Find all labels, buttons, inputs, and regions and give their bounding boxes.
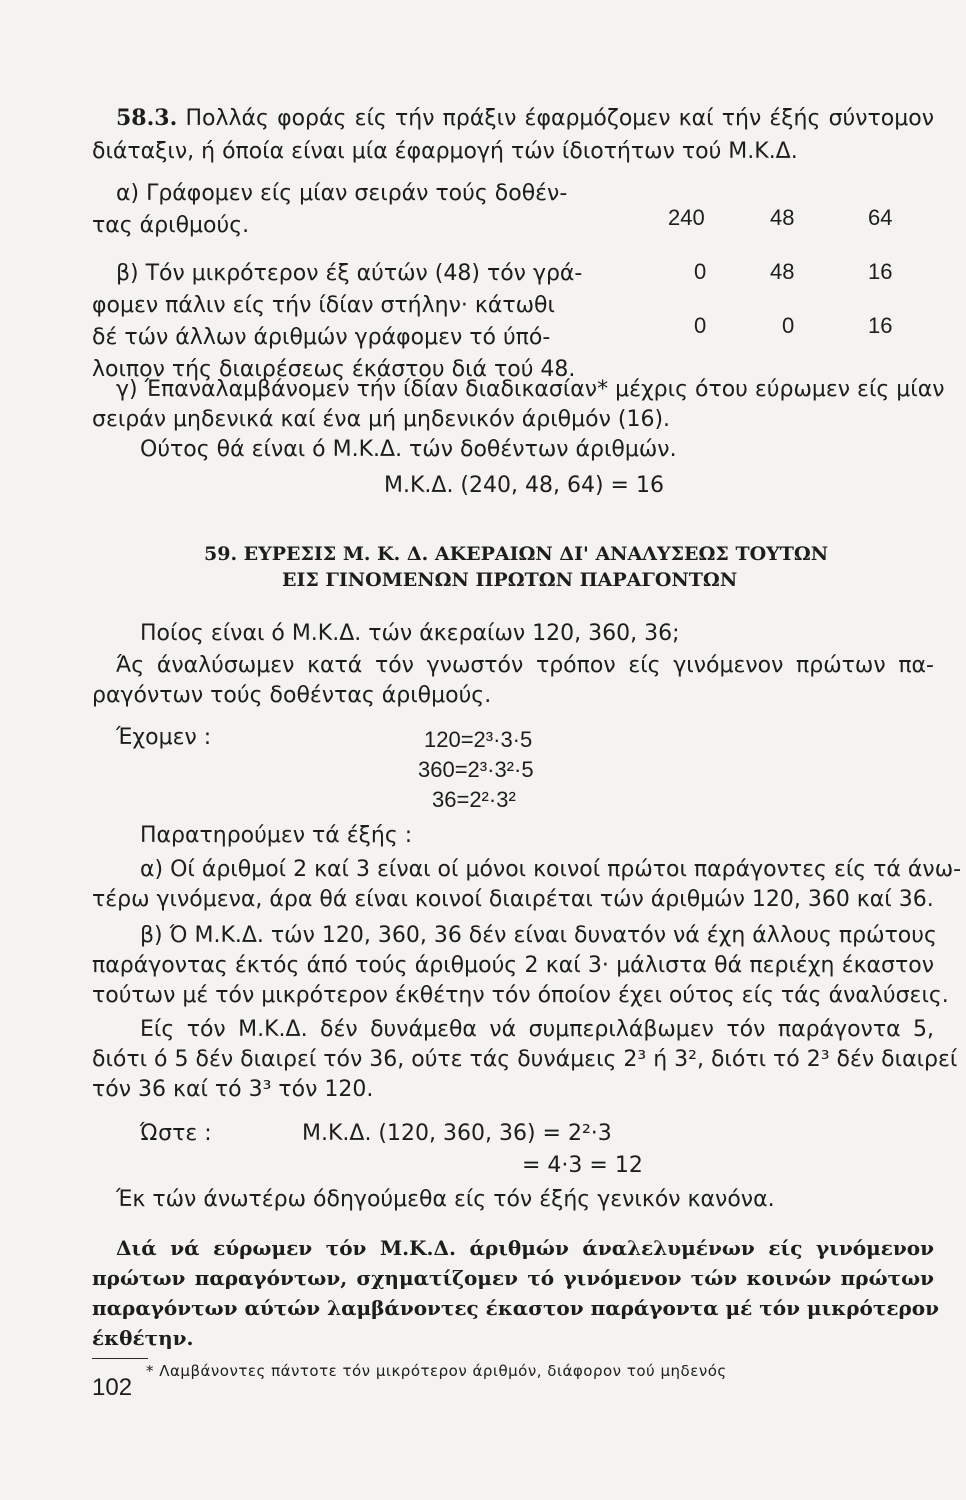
step-b-line-4: λοιπον τής διαιρέσεως έκάστου διά τού 48.	[92, 357, 576, 382]
result-gcd-line-2: = 4·3 = 12	[522, 1153, 643, 1178]
page-number: 102	[92, 1374, 133, 1401]
table-cell: 0	[694, 313, 707, 338]
step-c-line-1: γ) Έπαναλαμβάνομεν τήν ίδίαν διαδικασίαν* μέχρις ότου εύρωμεν είς μίαν	[116, 377, 945, 402]
section-59-heading-line-2: ΕΙΣ ΓΙΝΟΜΕΝΩΝ ΠΡΩΤΩΝ ΠΑΡΑΓΟΝΤΩΝ	[282, 569, 738, 591]
question-line: Ποίος είναι ό Μ.Κ.Δ. τών άκεραίων 120, 360, 36;	[140, 621, 680, 646]
section-number: 58.3.	[116, 105, 178, 131]
table-cell: 48	[770, 259, 795, 284]
step-b-line-3: δέ τών άλλων άριθμών γράφομεν τό ύπό-	[92, 325, 551, 350]
lead-sentence: Έκ τών άνωτέρω όδηγούμεθα είς τόν έξής γενικόν κανόνα.	[116, 1187, 775, 1212]
obs-c-line-1: Είς τόν Μ.Κ.Δ. δέν δυνάμεθα νά συμπεριλάβωμεν τόν παράγοντα 5,	[140, 1017, 934, 1042]
table-cell: 240	[668, 205, 705, 230]
factorization-120: 120=2³·3·5	[424, 727, 533, 752]
step-b-line-1: β) Τόν μικρότερον έξ αύτών (48) τόν γρά-	[116, 261, 583, 286]
rule-line-3: παραγόντων αύτών λαμβάνοντες έκαστον παράγοντα μέ τόν μικρότερον	[92, 1296, 940, 1320]
table-cell: 16	[868, 259, 893, 284]
observation-label: Παρατηρούμεν τά έξής :	[140, 823, 413, 848]
rule-line-1: Διά νά εύρωμεν τόν Μ.Κ.Δ. άριθμών άναλελυμένων είς γινόμενον	[116, 1236, 934, 1260]
result-gcd-line-1: Μ.Κ.Δ. (120, 360, 36) = 2²·3	[302, 1121, 612, 1146]
section-58-intro-line-1	[116, 104, 934, 133]
obs-a-line-1: α) Οί άριθμοί 2 καί 3 είναι οί μόνοι κοινοί πρώτοι παράγοντες είς τά άνω-	[140, 857, 962, 882]
step-a-line-2: τας άριθμούς.	[92, 213, 250, 238]
obs-b-line-1: β) Ό Μ.Κ.Δ. τών 120, 360, 36 δέν είναι δυνατόν νά έχη άλλους πρώτους	[140, 923, 937, 948]
hence-label: Ώστε :	[140, 1121, 212, 1146]
intro-text: Πολλάς φοράς είς τήν πράξιν έφαρμόζομεν καί τήν έξής σύντομον	[185, 106, 935, 131]
result-gcd: Μ.Κ.Δ. (240, 48, 64) = 16	[384, 473, 664, 498]
step-b-line-2: φομεν πάλιν είς τήν ίδίαν στήλην· κάτωθι	[92, 293, 555, 318]
table-cell: 0	[782, 313, 795, 338]
step-c-line-2: σειράν μηδενικά καί ένα μή μηδενικόν άριθμόν (16).	[92, 407, 671, 432]
step-a-line-1: α) Γράφομεν είς μίαν σειράν τούς δοθέν-	[116, 181, 568, 206]
analysis-line-2: ραγόντων τούς δοθέντας άριθμούς.	[92, 683, 492, 708]
factorization-360: 360=2³·3²·5	[418, 757, 534, 782]
obs-c-line-2: διότι ό 5 δέν διαιρεί τόν 36, ούτε τάς δυνάμεις 2³ ή 3², διότι τό 2³ δέν διαιρεί	[92, 1047, 958, 1072]
section-59-heading: 59. ΕΥΡΕΣΙΣ Μ. Κ. Δ. ΑΚΕΡΑΙΩΝ ΔΙ' ΑΝΑΛΥΣΕΩΣ ΤΟΥΤΩΝ	[204, 543, 829, 565]
footnote-divider	[92, 1358, 148, 1359]
obs-b-line-2: παράγοντας έκτός άπό τούς άριθμούς 2 καί 3· μάλιστα θά περιέχη έκαστον	[92, 953, 934, 978]
rule-line-2: πρώτων παραγόντων, σχηματίζομεν τό γινόμενον τών κοινών πρώτων	[92, 1266, 934, 1290]
have-label: Έχομεν :	[116, 725, 212, 750]
step-c-line-3: Ούτος θά είναι ό Μ.Κ.Δ. τών δοθέντων άριθμών.	[140, 437, 677, 462]
obs-b-line-3: τούτων μέ τόν μικρότερον έκθέτην τόν όποίον έχει ούτος είς τάς άναλύσεις.	[92, 983, 949, 1008]
section-58-intro-line-2: διάταξιν, ή όποία είναι μία έφαρμογή τών ίδιοτήτων τού Μ.Κ.Δ.	[92, 139, 798, 164]
table-cell: 48	[770, 205, 795, 230]
table-cell: 16	[868, 313, 893, 338]
table-cell: 64	[868, 205, 893, 230]
obs-a-line-2: τέρω γινόμενα, άρα θά είναι κοινοί διαιρέται τών άριθμών 120, 360 καί 36.	[92, 887, 934, 912]
analysis-line-1: Άς άναλύσωμεν κατά τόν γνωστόν τρόπον είς γινόμενον πρώτων πα-	[116, 653, 934, 678]
rule-line-4: έκθέτην.	[92, 1326, 194, 1350]
table-cell: 0	[694, 259, 707, 284]
obs-c-line-3: τόν 36 καί τό 3³ τόν 120.	[92, 1077, 374, 1102]
footnote: * Λαμβάνοντες πάντοτε τόν μικρότερον άριθμόν, διάφορον τού μηδενός	[146, 1362, 727, 1380]
factorization-36: 36=2²·3²	[432, 787, 516, 812]
